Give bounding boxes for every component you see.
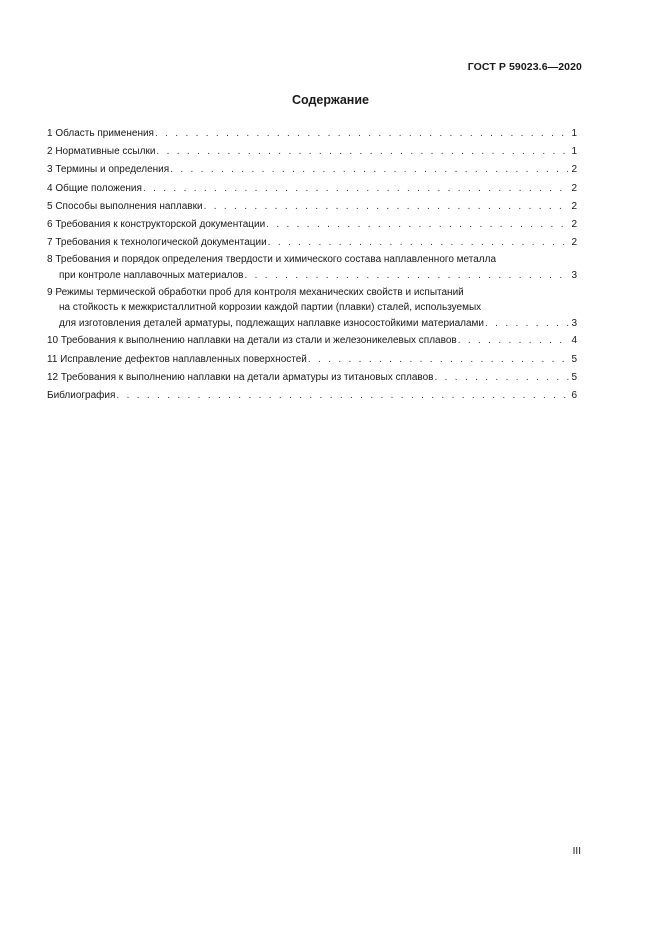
toc-entry-text: на стойкость к межкристаллитной коррозии каждой партии (плавки) сталей, используемых [59, 302, 482, 314]
toc-entry[interactable] [47, 369, 577, 387]
toc-page-number: 2 [571, 237, 577, 249]
toc-leader-dots [244, 268, 570, 284]
toc-entry-text: 6 Требования к конструкторской документации [47, 219, 266, 231]
toc-entry[interactable] [47, 285, 577, 332]
toc-leader-dots [485, 316, 570, 332]
toc-leader-dots [266, 216, 570, 234]
toc-entry-text: при контроле наплавочных материалов [59, 270, 244, 282]
toc-entry[interactable] [47, 125, 577, 143]
toc-entry-text: 9 Режимы термической обработки проб для контроля механических свойств и испытаний [47, 286, 464, 298]
toc-entry[interactable] [47, 161, 577, 179]
toc-entry[interactable] [47, 216, 577, 234]
toc-page-number: 3 [571, 317, 577, 329]
toc-entry-text: 12 Требования к выполнению наплавки на детали арматуры из титановых сплавов [47, 371, 434, 383]
toc-entry[interactable] [47, 143, 577, 161]
toc-entry-text: для изготовления деталей арматуры, подлежащих наплавке износостойкими материалами [59, 317, 485, 329]
toc-entry[interactable] [47, 234, 577, 252]
toc-page-number: 6 [571, 390, 577, 401]
toc-page-number: 5 [571, 353, 577, 365]
toc-leader-dots [308, 351, 571, 369]
toc-entry-text: Библиография [47, 390, 116, 401]
toc-entry[interactable] [47, 198, 577, 216]
toc-entry-text: 8 Требования и порядок определения твердости и химического состава наплавленного металла [47, 254, 497, 266]
toc-page-number: 1 [571, 146, 577, 158]
table-of-contents [47, 125, 577, 405]
page-number: III [572, 846, 581, 857]
toc-page-number: 5 [571, 371, 577, 383]
toc-leader-dots [156, 143, 570, 161]
toc-entry[interactable] [47, 332, 577, 350]
toc-leader-dots [143, 180, 571, 198]
toc-entry[interactable] [47, 351, 577, 369]
toc-entry[interactable] [47, 387, 577, 405]
toc-leader-dots [204, 198, 571, 216]
toc-entry[interactable] [47, 252, 577, 283]
toc-entry-text: 11 Исправление дефектов наплавленных поверхностей [47, 353, 307, 365]
toc-page-number: 4 [571, 335, 577, 347]
toc-page-number: 3 [571, 270, 577, 282]
toc-entry-text: 3 Термины и определения [47, 164, 170, 176]
toc-page-number: 1 [571, 128, 577, 139]
toc-leader-dots [155, 125, 570, 143]
toc-entry-text: 4 Общие положения [47, 182, 142, 194]
toc-leader-dots [116, 387, 570, 405]
toc-page-number: 2 [571, 219, 577, 231]
toc-entry-text: 1 Область применения [47, 128, 154, 139]
toc-entry-text: 5 Способы выполнения наплавки [47, 200, 203, 212]
toc-page-number: 2 [571, 182, 577, 194]
document-code: ГОСТ Р 59023.6—2020 [467, 61, 582, 73]
toc-leader-dots [458, 332, 571, 350]
toc-leader-dots [170, 161, 570, 179]
toc-page-number: 2 [571, 164, 577, 176]
toc-entry-text: 10 Требования к выполнению наплавки на детали из стали и железоникелевых сплавов [47, 335, 457, 347]
toc-entry-text: 2 Нормативные ссылки [47, 146, 156, 158]
toc-leader-dots [268, 234, 571, 252]
toc-leader-dots [434, 369, 570, 387]
toc-entry-text: 7 Требования к технологической документации [47, 237, 267, 249]
toc-title: Содержание [291, 93, 369, 107]
toc-page-number: 2 [571, 200, 577, 212]
toc-entry[interactable] [47, 180, 577, 198]
